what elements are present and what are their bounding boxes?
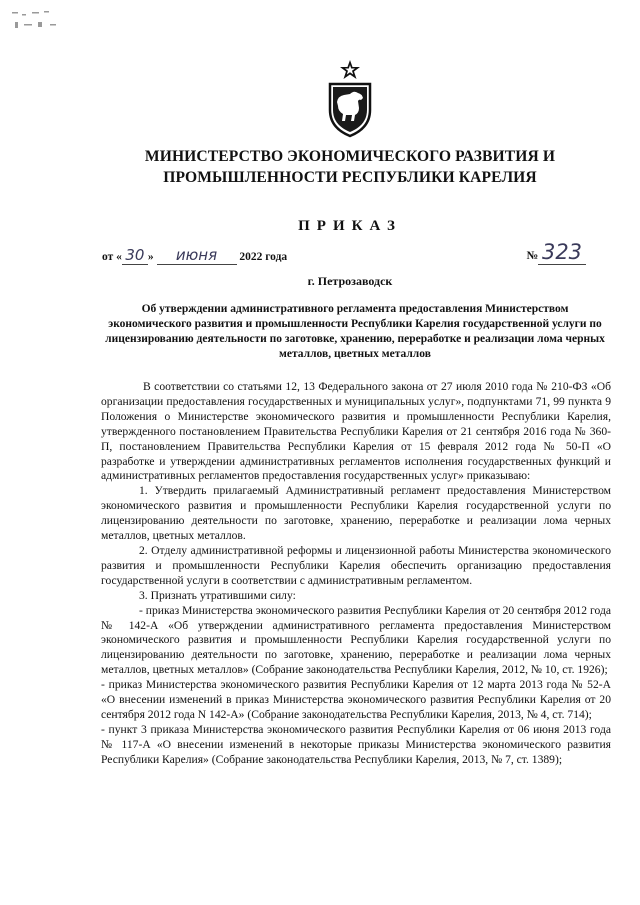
order-body bbox=[101, 380, 611, 768]
order-number-prefix: № bbox=[526, 250, 538, 262]
order-date-line bbox=[102, 240, 602, 266]
order-number bbox=[526, 240, 586, 265]
date-month: июня bbox=[157, 246, 237, 265]
ministry-name-line1: МИНИСТЕРСТВО ЭКОНОМИЧЕСКОГО РАЗВИТИЯ И bbox=[144, 148, 556, 165]
date-prefix: от « bbox=[102, 251, 122, 263]
paragraph-item-3-sub-2: - приказ Министерства экономического развития Республики Карелия от 12 марта 2013 года № 52-А «О внесении изменений в приказ Министерства экономического развития Республики Карелия от 20 сентября 2012 года N 142-А» (Собрание законодательства Республики Карелия, 2013, № 4, ст. 714); bbox=[101, 678, 611, 721]
paragraph-item-2: 2. Отделу административной реформы и лицензионной работы Министерства экономического развития и промышленности Республики Карелия обеспечить организацию предоставления государственной услуги в соответствии с административным регламентом. bbox=[101, 543, 611, 587]
paragraph-item-3-sub-3: - пункт 3 приказа Министерства экономического развития Республики Карелия от 06 июня 2013 года № 117-А «О внесении изменений в некоторые приказы Министерства экономического развития Республики Карелия» (Собрание законодательства Республики Карелия, 2013, № 7, ст. 1389); bbox=[101, 722, 611, 766]
order-subject: Об утверждении административного регламента предоставления Министерством экономического развития и промышленности Республики Карелия государственной услуги по лицензированию деятельности по заготовке, хранению, переработке и реализации лома черных металлов, цветных металлов bbox=[105, 303, 605, 360]
coat-of-arms-icon bbox=[324, 58, 376, 138]
order-date bbox=[102, 246, 287, 265]
paragraph-preamble: В соответствии со статьями 12, 13 Федерального закона от 27 июля 2010 года № 210-ФЗ «Об организации предоставления государственных и муниципальных услуг», подпунктами 71, 99 пункта 9 Положения о Министерстве экономического развития и промышленности Республики Карелия, утвержденного постановлением Правительства Республики Карелия от 21 сентября 2016 года № 360-П, постановлением Правительства Республики Карелия от 15 февраля 2012 года № 50-П «О разработке и утверждении административных регламентов исполнения государственных функций и административных регламентов предоставления государственных услуг» приказываю: bbox=[101, 380, 611, 483]
paragraph-item-3: 3. Признать утратившими силу: bbox=[139, 588, 296, 602]
paragraph-item-3-sub-1: - приказ Министерства экономического развития Республики Карелия от 20 сентября 2012 года № 142-А «Об утверждении административного регламента предоставления Министерством экономического развития и промышленности Республики Карелия государственной услуги по лицензированию деятельности по заготовке, хранению, переработке и реализации лома черных металлов, цветных металлов» (Собрание законодательства Республики Карелия, 2012, № 10, ст. 1926); bbox=[101, 603, 611, 677]
date-mid: » bbox=[147, 251, 154, 263]
order-number-value: 323 bbox=[538, 240, 586, 265]
scan-artifact-marks bbox=[10, 8, 80, 38]
paragraph-item-1: 1. Утвердить прилагаемый Административный регламент предоставления Министерством экономического развития и промышленности Республики Карелия государственной услуги по лицензированию деятельности по заготовке, хранению, переработке и реализации лома черных металлов, цветных металлов. bbox=[101, 484, 611, 543]
order-title: ПРИКАЗ bbox=[298, 218, 402, 234]
ministry-name-line2: ПРОМЫШЛЕННОСТИ РЕСПУБЛИКИ КАРЕЛИЯ bbox=[163, 169, 537, 186]
city: г. Петрозаводск bbox=[307, 274, 393, 288]
ministry-name bbox=[120, 146, 580, 188]
date-year: 2022 года bbox=[239, 251, 288, 263]
date-day: 30 bbox=[122, 246, 148, 265]
